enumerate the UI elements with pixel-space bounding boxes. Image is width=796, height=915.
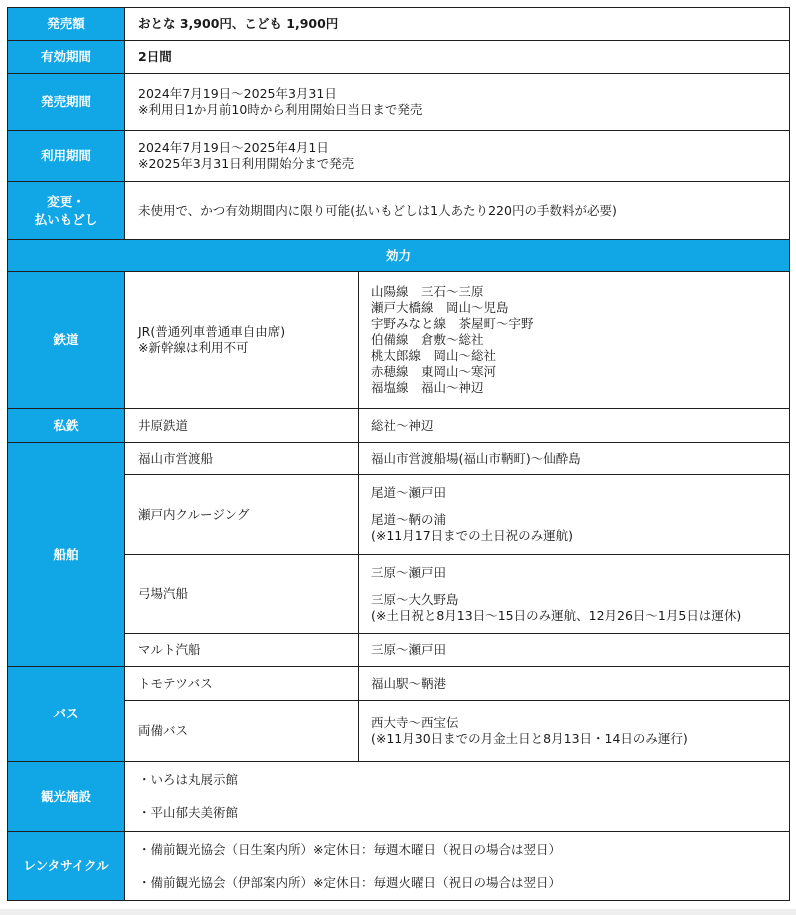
rental-cycle-row: [8, 832, 790, 901]
validity-value: 2日間: [125, 41, 790, 74]
use-period-row: [8, 131, 790, 182]
railway-line-item: 桃太郎線 岡山～総社: [371, 348, 497, 363]
effect-header: 効力: [8, 240, 790, 272]
effect-header-row: [8, 240, 790, 272]
sale-period-note: ※利用日1か月前10時から利用開始日当日まで発売: [138, 102, 423, 117]
sale-period-row: [8, 74, 790, 131]
private-railway-row: [8, 409, 790, 443]
ship-name: 瀬戸内クルージング: [125, 475, 359, 555]
private-railway-label: 私鉄: [8, 409, 125, 443]
sale-period-dates: 2024年7月19日～2025年3月31日: [138, 86, 337, 101]
use-period-note: ※2025年3月31日利用開始分まで発売: [138, 156, 355, 171]
sightseeing-items: [125, 762, 790, 832]
validity-label: 有効期間: [8, 41, 125, 74]
bus-row-ryobi: [8, 701, 790, 762]
use-period-value: [125, 131, 790, 182]
validity-row: [8, 41, 790, 74]
bus-row-tomotetsu: [8, 667, 790, 701]
bus-name: 両備バス: [125, 701, 359, 762]
refund-row: [8, 182, 790, 240]
railway-line-item: 福塩線 福山～神辺: [371, 380, 484, 395]
bus-label: バス: [8, 667, 125, 762]
price-label: 発売額: [8, 8, 125, 41]
refund-label: 変更・ 払いもどし: [8, 182, 125, 240]
railway-name: JR(普通列車普通車自由席) ※新幹線は利用不可: [125, 272, 359, 409]
railway-line-item: 山陽線 三石～三原: [371, 284, 484, 299]
ship-row-fukuyama: [8, 443, 790, 475]
use-period-label: 利用期間: [8, 131, 125, 182]
ship-name: 弓場汽船: [125, 555, 359, 634]
railway-line-item: 宇野みなと線 茶屋町～宇野: [371, 316, 534, 331]
ship-row-yuge: [8, 555, 790, 634]
sightseeing-item: ・平山郁夫美術館: [138, 805, 239, 820]
railway-line-item: 伯備線 倉敷～総社: [371, 332, 484, 347]
railway-line-item: 瀬戸大橋線 岡山～児島: [371, 300, 509, 315]
ship-name: 福山市営渡船: [125, 443, 359, 475]
bus-route: 西大寺～西宝伝 (※11月30日までの月金土日と8月13日・14日のみ運行): [359, 701, 790, 762]
rental-cycle-item: ・備前観光協会（日生案内所）※定休日：毎週木曜日（祝日の場合は翌日）: [138, 841, 561, 857]
sale-period-value: [125, 74, 790, 131]
price-row: [8, 8, 790, 41]
ship-route: 尾道～瀬戸田 尾道～鞆の浦 (※11月17日までの土日祝のみ運航): [359, 475, 790, 555]
bus-name: トモテツバス: [125, 667, 359, 701]
private-railway-name: 井原鉄道: [125, 409, 359, 443]
rental-cycle-items: [125, 832, 790, 901]
ship-route: 三原～瀬戸田: [359, 634, 790, 667]
page-bottom-strip: [0, 909, 796, 915]
ship-name: マルト汽船: [125, 634, 359, 667]
private-railway-route: 総社～神辺: [359, 409, 790, 443]
bus-route: 福山駅～鞆港: [359, 667, 790, 701]
sightseeing-label: 観光施設: [8, 762, 125, 832]
railway-label: 鉄道: [8, 272, 125, 409]
railway-lines: [359, 272, 790, 409]
rental-cycle-item: ・備前観光協会（伊部案内所）※定休日：毎週火曜日（祝日の場合は翌日）: [138, 874, 561, 890]
railway-row: [8, 272, 790, 409]
ship-route: 福山市営渡船場(福山市鞆町)～仙酔島: [359, 443, 790, 475]
refund-value: 未使用で、かつ有効期間内に限り可能(払いもどしは1人あたり220円の手数料が必要): [125, 182, 790, 240]
use-period-dates: 2024年7月19日～2025年4月1日: [138, 140, 329, 155]
sightseeing-item: ・いろは丸展示館: [138, 772, 239, 787]
sightseeing-row: [8, 762, 790, 832]
ships-label: 船舶: [8, 443, 125, 667]
ship-route: 三原～瀬戸田 三原～大久野島 (※土日祝と8月13日～15日のみ運航、12月26日～1月5日は運休): [359, 555, 790, 634]
pass-info-table: [7, 7, 790, 901]
railway-line-item: 赤穂線 東岡山～寒河: [371, 364, 497, 379]
ship-row-setouchi: [8, 475, 790, 555]
price-value: おとな 3,900円、こども 1,900円: [125, 8, 790, 41]
rental-cycle-label: レンタサイクル: [8, 832, 125, 901]
ship-row-maruto: [8, 634, 790, 667]
sale-period-label: 発売期間: [8, 74, 125, 131]
